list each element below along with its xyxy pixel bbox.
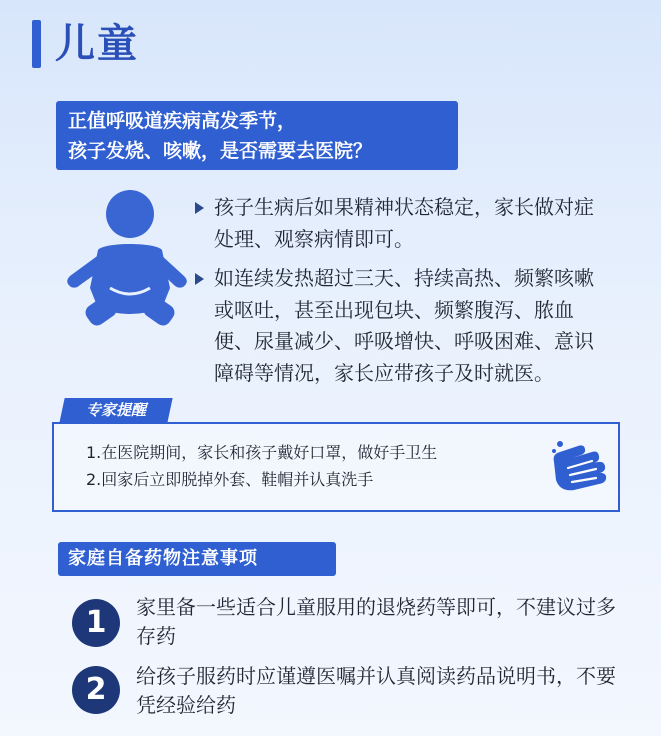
medicine-item-2: 给孩子服药时应谨遵医嘱并认真阅读药品说明书，不要凭经验给药	[136, 664, 616, 717]
title-group	[32, 20, 139, 68]
handwash-icon	[548, 434, 610, 494]
expert-tip-tab	[59, 398, 172, 423]
question-line-1: 正值呼吸道疾病高发季节，	[68, 110, 297, 132]
triangle-bullet-icon	[195, 273, 204, 285]
page-title: 儿童	[55, 21, 139, 67]
list-item	[195, 192, 615, 255]
triangle-bullet-icon	[195, 202, 204, 214]
medicine-item-1: 家里备一些适合儿童服用的退烧药等即可，不建议过多存药	[136, 595, 616, 648]
advice-text-1: 孩子生病后如果精神状态稳定，家长做对症处理、观察病情即可。	[214, 195, 594, 251]
number-badge-1: 1	[72, 599, 120, 647]
advice-text-2: 如连续发热超过三天、持续高热、频繁咳嗽或呕吐，甚至出现包块、频繁腹泻、脓血便、尿量减少、呼吸增快、呼吸困难、意识障碍等情况，家长应带孩子及时就医。	[214, 266, 594, 385]
advice-list	[195, 192, 615, 397]
number-badge-2: 2	[72, 666, 120, 714]
title-accent-bar	[32, 20, 41, 68]
expert-tip-box	[52, 422, 620, 512]
question-banner	[56, 101, 458, 170]
tip-line-1: 1.在医院期间，家长和孩子戴好口罩，做好手卫生	[86, 443, 438, 462]
question-line-2: 孩子发烧、咳嗽，是否需要去医院？	[68, 140, 373, 162]
expert-tip-label: 专家提醒	[85, 401, 146, 419]
baby-icon	[64, 188, 190, 330]
tip-line-2: 2.回家后立即脱掉外套、鞋帽并认真洗手	[86, 470, 374, 489]
list-item	[195, 263, 615, 389]
medicine-section-title: 家庭自备药物注意事项	[58, 542, 336, 576]
